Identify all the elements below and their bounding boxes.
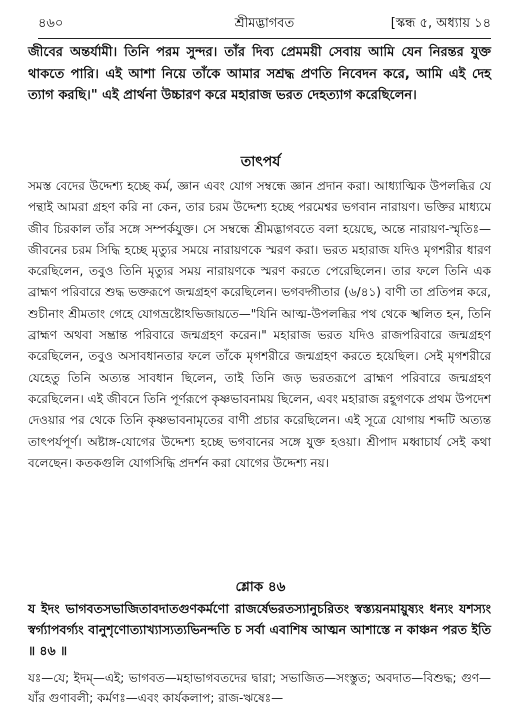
sanskrit-verse: য ইদং ভাগবতসভাজিতাবদাতগুণকর্মণো রাজর্ষেভরতস্যানুচরিতং স্বস্ত্যয়নমায়ুষ্যং ধন্যং যশস্যং স্বর্গ্যাপবর্গ্যং বানুশৃণোত্যাখ্যাস্যত্যভিনন্দতি চ সর্বা এবাশিষ আত্মন আশাস্তে ন কাঞ্চন পরত ইতি ॥ ৪৬ ॥ xyxy=(28,601,491,658)
header-rule xyxy=(38,38,491,39)
word-meanings: যঃ—যে; ইদম্—এই; ভাগবত—মহাভাগবতদের দ্বারা; সভাজিত—সংস্তুত; অবদাত—বিশুদ্ধ; গুণ—যাঁর গুণাবলী; কর্মণঃ—এবং কার্যকলাপ; রাজ-ঋষেঃ— xyxy=(28,671,491,705)
purport-heading: তাৎপর্য xyxy=(240,154,281,170)
purport-paragraph: সমস্ত বেদের উদ্দেশ্য হচ্ছে কর্ম, জ্ঞান এবং যোগ সম্বন্ধে জ্ঞান প্রদান করা। আধ্যাত্মিক উপলব্ধির যে পন্থাই আমরা গ্রহণ করি না কেন, তার চরম উদ্দেশ্য হচ্ছে পরমেশ্বর ভগবান নারায়ণ। ভক্তির মাধ্যমে জীব চিরকাল তাঁর সঙ্গে সম্পর্কযুক্ত। সে সম্বন্ধে শ্রীমদ্ভাগবতে বলা হয়েছে, অন্তে নারায়ণ-স্মৃতিঃ—জীবনের চরম সিদ্ধি হচ্ছে মৃত্যুর সময়ে নারায়ণকে স্মরণ করা। ভরত মহারাজ যদিও মৃগশরীর ধারণ করেছিলেন, তবুও তিনি মৃত্যুর সময় নারায়ণকে স্মরণ করতে পেরেছিলেন। তার ফলে তিনি এক ব্রাহ্মণ পরিবারে শুদ্ধ ভক্তরূপে জন্মগ্রহণ করেছিলেন। ভগবদ্গীতার (৬/৪১) বাণী তা প্রতিপন্ন করে, শুচীনাং শ্রীমতাং গেহে যোগভ্রষ্টোঽভিজায়তে—"যিনি আত্ম-উপলব্ধির পথ থেকে স্খলিত হন, তিনি ব্রাহ্মণ অথবা সম্ভ্রান্ত পরিবারে জন্মগ্রহণ করেন।" মহারাজ ভরত যদিও রাজপরিবারে জন্মগ্রহণ করেছিলেন, তবুও অসাবধানতার ফলে তাঁকে মৃগশরীরে জন্মগ্রহণ করতে হয়েছিল। সেই মৃগশরীরে যেহেতু তিনি অত্যন্ত সাবধান ছিলেন, তাই তিনি জড় ভরতরূপে ব্রাহ্মণ পরিবারে জন্মগ্রহণ করেছিলেন। এই জীবনে তিনি পূর্ণরূপে কৃষ্ণভাবনাময় ছিলেন, এবং মহারাজ রহূগণকে প্রথম উপদেশ দেওয়ার পর থেকে তিনি কৃষ্ণভাবনামৃতের বাণী প্রচার করেছিলেন। এই সূত্রে যোগায় শব্দটি অত্যন্ত তাৎপর্যপূর্ণ। অষ্টাঙ্গ-যোগের উদ্দেশ্য হচ্ছে ভগবানের সঙ্গে যুক্ত হওয়া। শ্রীপাদ মধ্বাচার্য সেই কথা বলেছেন। কতকগুলি যোগসিদ্ধি প্রদর্শন করা যোগের উদ্দেশ্য নয়। xyxy=(28,179,491,470)
book-title: শ্রীমদ্ভাগবত xyxy=(234,16,295,31)
purport-body xyxy=(28,176,491,474)
page-number: ৪৬০ xyxy=(38,16,64,31)
chapter-reference: [স্কন্ধ ৫, অধ্যায় ১৪ xyxy=(390,16,491,31)
page-header xyxy=(38,14,491,36)
shloka-heading: শ্লোক ৪৬ xyxy=(235,579,286,595)
verse-translation: জীবের অন্তর্যামী। তিনি পরম সুন্দর। তাঁর দিব্য প্রেমময়ী সেবায় আমি যেন নিরন্তর যুক্ত থাকতে পারি। এই আশা নিয়ে তাঁকে আমার সশ্রদ্ধ প্রণতি নিবেদন করে, আমি এই দেহ ত্যাগ করছি।" এই প্রার্থনা উচ্চারণ করে মহারাজ ভরত দেহত্যাগ করেছিলেন। xyxy=(28,45,491,103)
